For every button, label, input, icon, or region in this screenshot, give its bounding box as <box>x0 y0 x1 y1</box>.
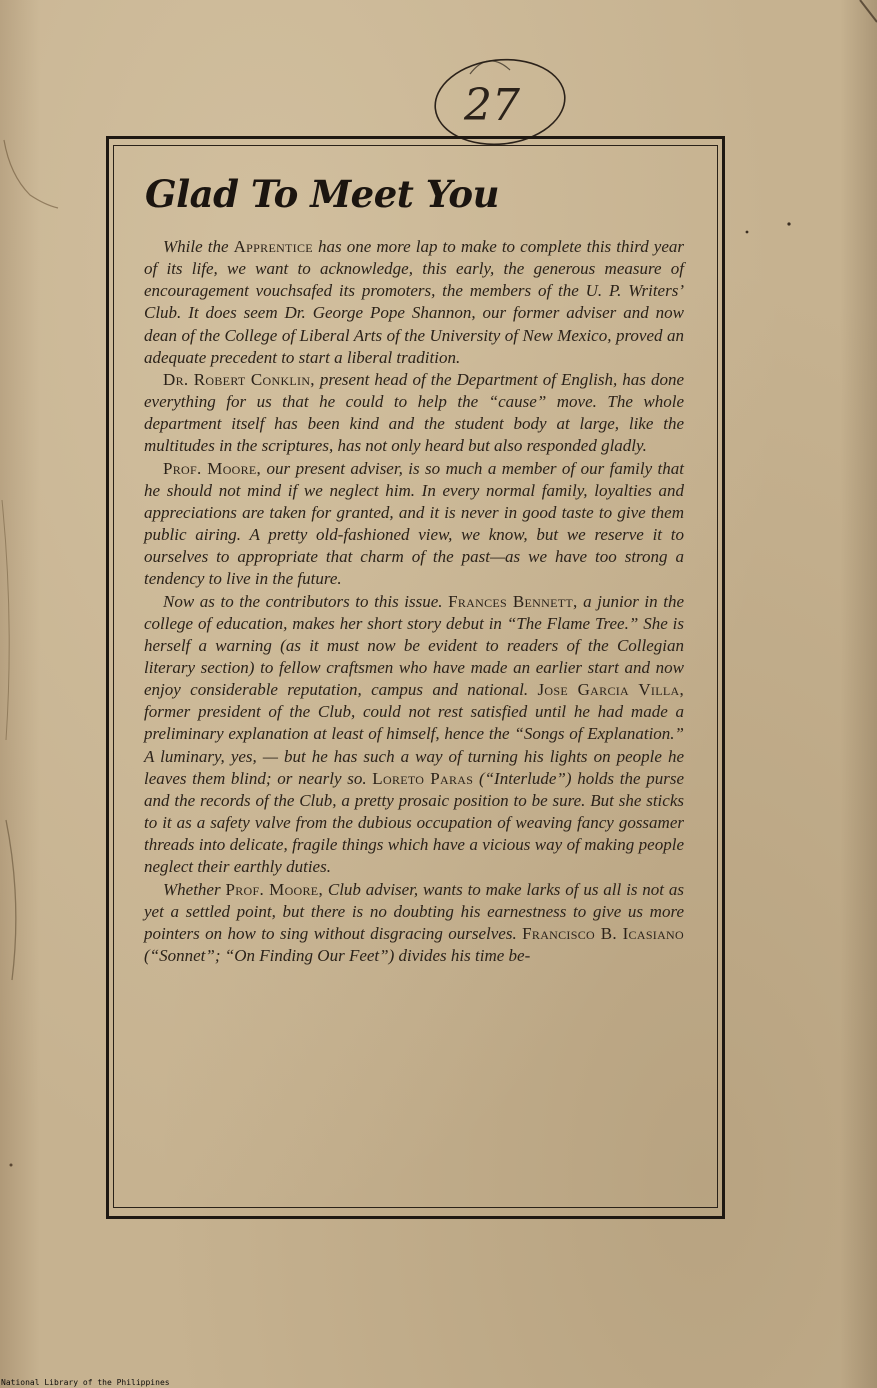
text-run: former president of the Club, could not rest satisfied until he had made a preliminary explanation at least of himself, hence the “Songs of Explanation.” A luminary, yes, — but he has such a way of turning his lights on people he leaves them blind; or nearly so. <box>144 702 684 788</box>
article-body <box>144 236 684 967</box>
article-title: Glad To Meet You <box>145 172 500 216</box>
person-name: Jose Garcia Villa, <box>537 680 685 700</box>
text-run: present head of the Department of English, has done everything for us that he could to help the “cause” move. The whole department itself has been kind and the student body at large, like the multitudes in the scriptures, has not only heard but also responded gladly. <box>144 369 684 456</box>
paragraph-moore <box>144 458 684 591</box>
person-name: Prof. Moore, <box>163 458 262 478</box>
paragraph-contributors <box>144 591 684 879</box>
paragraph-icasiano <box>144 879 684 968</box>
person-name: Francisco B. Icasiano <box>522 923 684 943</box>
text-run: Club adviser, wants to make larks of us all is not as yet a settled point, but there is no doubting his earnestness to give us more pointers on how to sing without disgracing ourselves. <box>144 879 684 943</box>
text-run: our present adviser, is so much a member of our family that he should not mind if we neglect him. In every normal family, loyalties and appreciations are taken for granted, and it is never in good taste to give them public airing. A pretty old-fashioned view, we know, but we reserve it to ourselves to appropriate that charm of the past—as we have too strong a tendency to live in the future. <box>144 458 684 589</box>
text-run: a junior in the college of education, makes her short story debut in “The Flame Tree.” She is herself a warning (as it must now be evident to readers of the Collegian literary section) to fellow craftsmen who have made an earlier start and now enjoy considerable reputation, campus and national. <box>144 591 684 700</box>
person-name: Loreto Paras <box>372 768 474 788</box>
paragraph-apprentice <box>144 236 684 369</box>
text-run: has one more lap to make to complete this third year of its life, we want to acknowledge, this early, the generous measure of encouragement vouchsafed its promoters, the members of the U. P. Writers’ Club. It does seem Dr. George Pope Shannon, our former adviser and now dean of the College of Liberal Arts of the University of New Mexico, proved an adequate precedent to start a liberal tradition. <box>144 237 684 367</box>
person-name: Frances Bennett, <box>448 591 578 611</box>
text-run: While the <box>163 237 234 256</box>
page-number-text: 27 <box>464 80 520 131</box>
text-run: (“Sonnet”; “On Finding Our Feet”) divides his time be- <box>144 946 531 965</box>
text-run: Now as to the contributors to this issue. <box>163 591 449 611</box>
person-name: Prof. Moore, <box>225 879 323 899</box>
magazine-name: Apprentice <box>233 237 313 256</box>
text-run: (“Interlude”) holds the purse and the records of the Club, a pretty prosaic position to be sure. But she sticks to it as a safety valve from the dubious occupation of weaving fancy gossamer threads into delicate, fragile things which have a vicious way of making people neglect their earthly duties. <box>144 768 684 877</box>
library-credit: National Library of the Philippines <box>1 1378 170 1387</box>
person-name: Dr. Robert Conklin, <box>163 369 315 389</box>
text-run: Whether <box>163 879 226 899</box>
paragraph-conklin <box>144 369 684 458</box>
